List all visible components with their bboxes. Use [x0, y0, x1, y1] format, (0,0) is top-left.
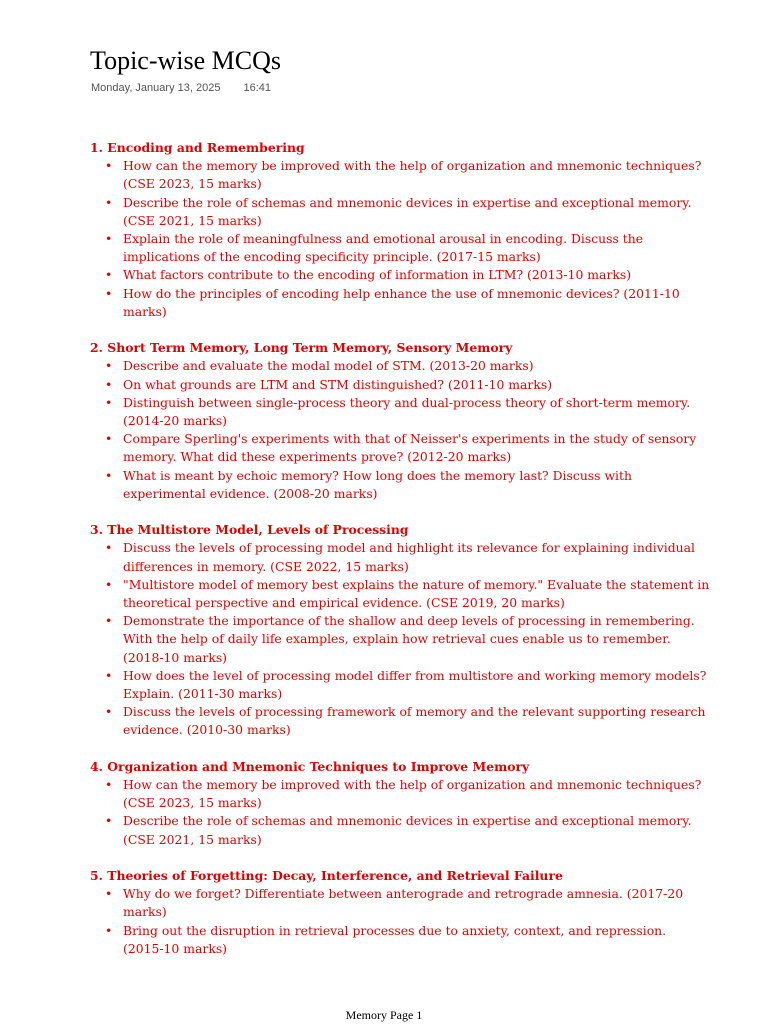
question-item: • Bring out the disruption in retrieval processes due to anxiety, context, and repression. (2015-10 marks): [123, 922, 710, 958]
question-item: • Discuss the levels of processing model and highlight its relevance for explaining individual differences in memory. (CSE 2022, 15 marks): [123, 539, 710, 575]
page-meta: [91, 82, 271, 94]
section-encoding: [90, 139, 710, 321]
question-item: • How does the level of processing model differ from multistore and working memory models? Explain. (2011-30 marks): [123, 667, 710, 703]
question-item: • Distinguish between single-process theory and dual-process theory of short-term memory. (2014-20 marks): [123, 394, 710, 430]
section-forgetting: [90, 867, 710, 958]
question-item: • Describe the role of schemas and mnemonic devices in expertise and exceptional memory. (CSE 2021, 15 marks): [123, 194, 710, 230]
question-item: • Discuss the levels of processing framework of memory and the relevant supporting research evidence. (2010-30 marks): [123, 703, 710, 739]
question-list: [90, 139, 710, 958]
question-item: • How can the memory be improved with the help of organization and mnemonic techniques? (CSE 2023, 15 marks): [123, 776, 710, 812]
question-item: • Compare Sperling's experiments with that of Neisser's experiments in the study of sensory memory. What did these experiments prove? (2012-20 marks): [123, 430, 710, 466]
question-item: • How do the principles of encoding help enhance the use of mnemonic devices? (2011-10 marks): [123, 285, 710, 321]
section-multistore-model: [90, 521, 710, 739]
question-item: • How can the memory be improved with the help of organization and mnemonic techniques? (CSE 2023, 15 marks): [123, 157, 710, 193]
section-heading: 3. The Multistore Model, Levels of Processing: [90, 522, 409, 538]
question-item: • Describe and evaluate the modal model of STM. (2013-20 marks): [123, 357, 710, 375]
question-item: • Demonstrate the importance of the shallow and deep levels of processing in remembering. With the help of daily life examples, explain how retrieval cues enable us to remember. (2018-10 marks): [123, 612, 710, 667]
section-heading: 5. Theories of Forgetting: Decay, Interference, and Retrieval Failure: [90, 868, 563, 884]
question-item: • Why do we forget? Differentiate between anterograde and retrograde amnesia. (2017-20 marks): [123, 885, 710, 921]
page-title: Topic-wise MCQs: [90, 46, 282, 75]
question-item: • What is meant by echoic memory? How long does the memory last? Discuss with experimental evidence. (2008-20 marks): [123, 467, 710, 503]
question-item: • What factors contribute to the encoding of information in LTM? (2013-10 marks): [123, 266, 710, 284]
page-date: Monday, January 13, 2025: [91, 82, 221, 94]
page-footer: Memory Page 1: [345, 1008, 423, 1022]
section-mnemonic-techniques: [90, 758, 710, 849]
section-memory-types: [90, 339, 710, 503]
section-heading: 4. Organization and Mnemonic Techniques to Improve Memory: [90, 758, 530, 774]
question-item: • "Multistore model of memory best explains the nature of memory." Evaluate the statement in theoretical perspective and empirical evidence. (CSE 2019, 20 marks): [123, 576, 710, 612]
question-item: • Describe the role of schemas and mnemonic devices in expertise and exceptional memory. (CSE 2021, 15 marks): [123, 812, 710, 848]
section-heading: 2. Short Term Memory, Long Term Memory, Sensory Memory: [90, 340, 513, 356]
question-item: • Explain the role of meaningfulness and emotional arousal in encoding. Discuss the implications of the encoding specificity principle. (2017-15 marks): [123, 230, 710, 266]
question-item: • On what grounds are LTM and STM distinguished? (2011-10 marks): [123, 376, 710, 394]
page-time: 16:41: [243, 82, 271, 94]
section-heading: 1. Encoding and Remembering: [90, 140, 305, 155]
